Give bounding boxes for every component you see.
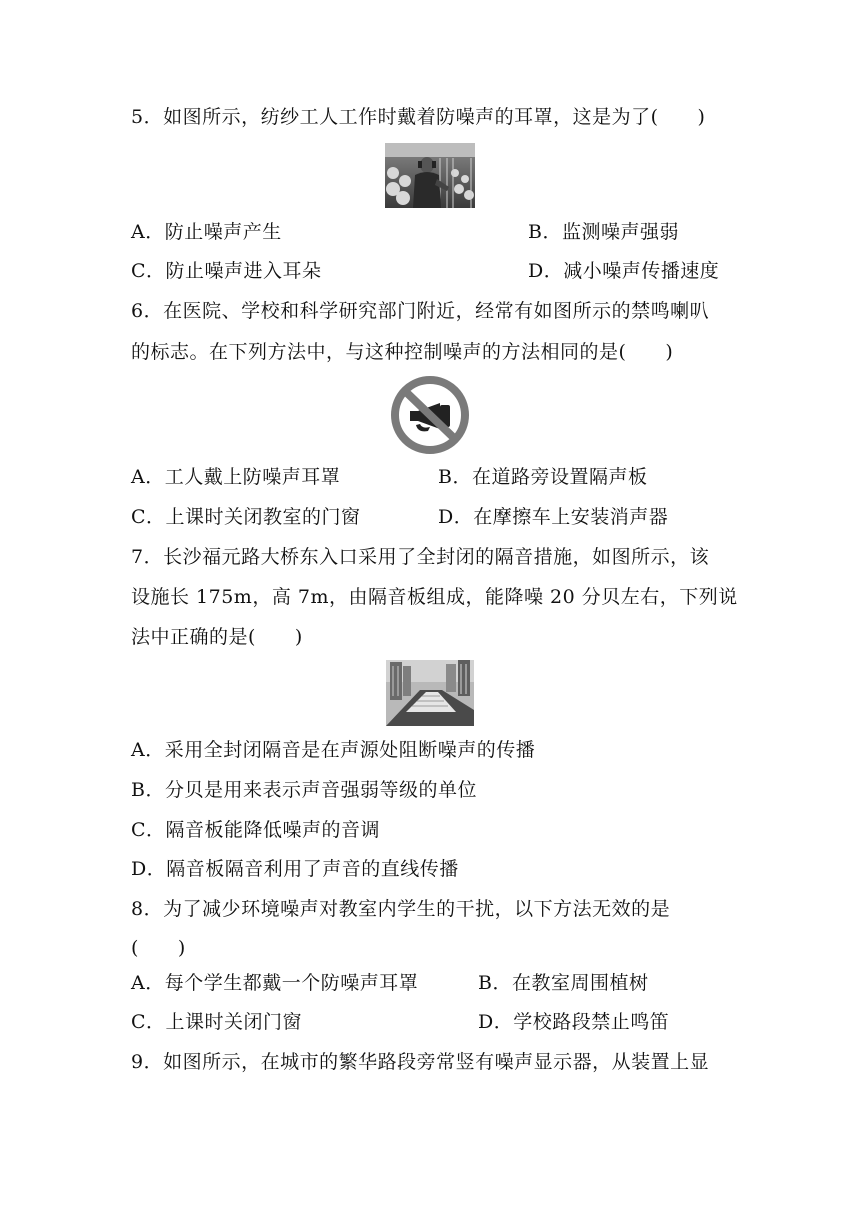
q7-option-b: B．分贝是用来表示声音强弱等级的单位	[131, 779, 477, 801]
q8-option-c: C．上课时关闭门窗	[131, 1011, 303, 1033]
q5-option-b: B．监测噪声强弱	[528, 221, 679, 243]
q7-option-c: C．隔音板能降低噪声的音调	[131, 819, 381, 841]
q8-stem-line-2: ( )	[131, 937, 186, 959]
q8-option-a: A．每个学生都戴一个防噪声耳罩	[131, 972, 419, 994]
q5-figure-textile-worker	[385, 143, 475, 208]
q5-option-a: A．防止噪声产生	[131, 221, 282, 243]
q8-option-d: D．学校路段禁止鸣笛	[478, 1011, 670, 1033]
q5-option-c: C．防止噪声进入耳朵	[131, 260, 322, 282]
q6-stem-line-1: 6．在医院、学校和科学研究部门附近，经常有如图所示的禁鸣喇叭	[131, 300, 710, 322]
q6-option-b: B．在道路旁设置隔声板	[438, 466, 648, 488]
q5-stem: 5．如图所示，纺纱工人工作时戴着防噪声的耳罩，这是为了( )	[131, 106, 706, 128]
q6-option-a: A．工人戴上防噪声耳罩	[131, 466, 341, 488]
q9-stem: 9．如图所示，在城市的繁华路段旁常竖有噪声显示器，从装置上显	[131, 1051, 710, 1073]
q7-stem-line-3: 法中正确的是( )	[131, 626, 303, 648]
q7-stem-line-2: 设施长 175m，高 7m，由隔音板组成，能降噪 20 分贝左右，下列说	[131, 586, 738, 608]
q7-stem-line-1: 7．长沙福元路大桥东入口采用了全封闭的隔音措施，如图所示，该	[131, 546, 710, 568]
q7-figure-sound-barrier-bridge	[386, 660, 474, 726]
q7-option-d: D．隔音板隔音利用了声音的直线传播	[131, 858, 459, 880]
q5-option-d: D．减小噪声传播速度	[528, 260, 720, 282]
q6-option-c: C．上课时关闭教室的门窗	[131, 506, 361, 528]
no-horn-sign-icon	[388, 375, 472, 455]
q6-option-d: D．在摩擦车上安装消声器	[438, 506, 669, 528]
q6-stem-line-2: 的标志。在下列方法中，与这种控制噪声的方法相同的是( )	[131, 341, 674, 363]
q7-option-a: A．采用全封闭隔音是在声源处阻断噪声的传播	[131, 739, 536, 761]
q8-option-b: B．在教室周围植树	[478, 972, 649, 994]
q8-stem-line-1: 8．为了减少环境噪声对教室内学生的干扰，以下方法无效的是	[131, 898, 671, 920]
